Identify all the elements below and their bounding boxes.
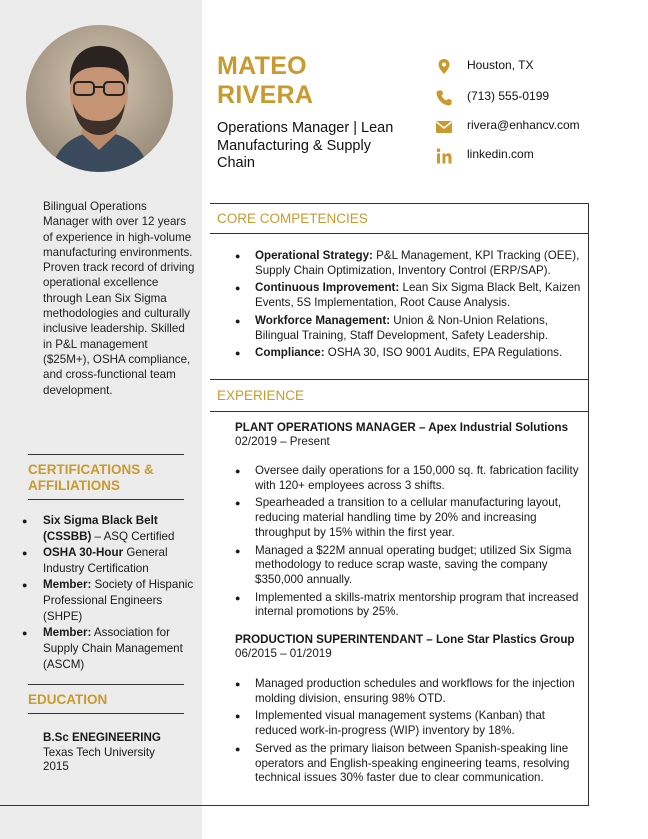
list-item: ● Operational Strategy: P&L Management, KPI Tracking (OEE), Supply Chain Optimization, Inventory Control (ERP/SAP). (235, 249, 583, 278)
list-item: ● Served as the primary liaison between Spanish-speaking line operators and English-speaking engineering teams, resolving technical issues 30% faster due to clear communication. (235, 742, 583, 786)
email-icon (435, 118, 453, 136)
education-heading: EDUCATION (28, 692, 108, 707)
divider (210, 379, 589, 380)
certifications-heading: CERTIFICATIONS & AFFILIATIONS (28, 462, 154, 493)
candidate-role: Operations Manager | Lean Manufacturing & Supply Chain (217, 120, 394, 171)
contact-linkedin[interactable] (435, 147, 635, 169)
list-item: ● Member: Association for Supply Chain Management (ASCM) (20, 625, 198, 673)
list-item: ● Member: Society of Hispanic Professional Engineers (SHPE) (20, 577, 198, 625)
divider (28, 684, 184, 685)
location-pin-icon (435, 58, 453, 76)
list-item: ● Spearheaded a transition to a cellular manufacturing layout, reducing material handling time by 20% and increasing throughput by 15% within the first year. (235, 496, 583, 540)
divider (210, 233, 589, 234)
job-dates: 02/2019 – Present (235, 435, 330, 448)
list-item: ● Implemented a skills-matrix mentorship program that increased internal promotions by 25%. (235, 591, 583, 620)
divider (0, 805, 210, 806)
profile-summary: Bilingual Operations Manager with over 12 years of experience in high-volume manufacturing environments. Proven track record of driving operational excellence through Lean Six Sigma methodologies and culturally inclusive leadership. Skilled in P&L management ($25M+), OSHA compliance, and cross-functional team development. (43, 200, 195, 397)
job-dates: 06/2015 – 01/2019 (235, 647, 332, 660)
experience-heading: EXPERIENCE (217, 388, 305, 403)
contact-text: linkedin.com (467, 147, 534, 161)
contact-text: rivera@enhancv.com (467, 118, 580, 132)
job-bullets (235, 464, 583, 623)
first-name: MATEO (217, 52, 307, 80)
list-item: ● OSHA 30-Hour General Industry Certification (20, 545, 198, 577)
job-bullets (235, 677, 583, 789)
list-item: ● Compliance: OSHA 30, ISO 9001 Audits, EPA Regulations. (235, 346, 583, 361)
contact-location (435, 58, 635, 80)
contact-email[interactable] (435, 118, 635, 140)
education-year: 2015 (43, 760, 69, 773)
contact-text: Houston, TX (467, 58, 534, 72)
education-school: Texas Tech University (43, 745, 155, 759)
contact-phone[interactable] (435, 89, 635, 111)
certifications-list (20, 513, 198, 673)
job-title: PRODUCTION SUPERINTENDANT – Lone Star Plastics Group (235, 633, 575, 646)
list-item: ● Continuous Improvement: Lean Six Sigma Black Belt, Kaizen Events, 5S Implementation, Root Cause Analysis. (235, 281, 583, 310)
competencies-heading: CORE COMPETENCIES (217, 211, 368, 226)
divider (28, 713, 184, 714)
candidate-name (217, 52, 313, 110)
divider (28, 499, 184, 500)
list-item: ● Six Sigma Black Belt (CSSBB) – ASQ Certified (20, 513, 198, 545)
divider (28, 454, 184, 455)
phone-icon (435, 89, 453, 107)
competencies-list (235, 249, 583, 364)
education-degree: B.Sc ENEGINEERING (43, 731, 161, 744)
divider (210, 411, 589, 412)
job-title: PLANT OPERATIONS MANAGER – Apex Industrial Solutions (235, 421, 569, 434)
list-item: ● Managed a $22M annual operating budget; utilized Six Sigma methodology to reduce scrap waste, saving the company $350,000 annually. (235, 544, 583, 588)
list-item: ● Oversee daily operations for a 150,000 sq. ft. fabrication facility with 120+ employees across 3 shifts. (235, 464, 583, 493)
list-item: ● Managed production schedules and workflows for the injection molding division, ensuring 98% OTD. (235, 677, 583, 706)
list-item: ● Implemented visual management systems (Kanban) that reduced work-in-progress (WIP) inventory by 18%. (235, 709, 583, 738)
linkedin-icon (435, 147, 453, 165)
profile-photo (26, 25, 173, 172)
education-entry (43, 731, 161, 775)
contact-text: (713) 555-0199 (467, 89, 550, 103)
last-name: RIVERA (217, 81, 314, 109)
list-item: ● Workforce Management: Union & Non-Union Relations, Bilingual Training, Staff Development, Safety Leadership. (235, 314, 583, 343)
